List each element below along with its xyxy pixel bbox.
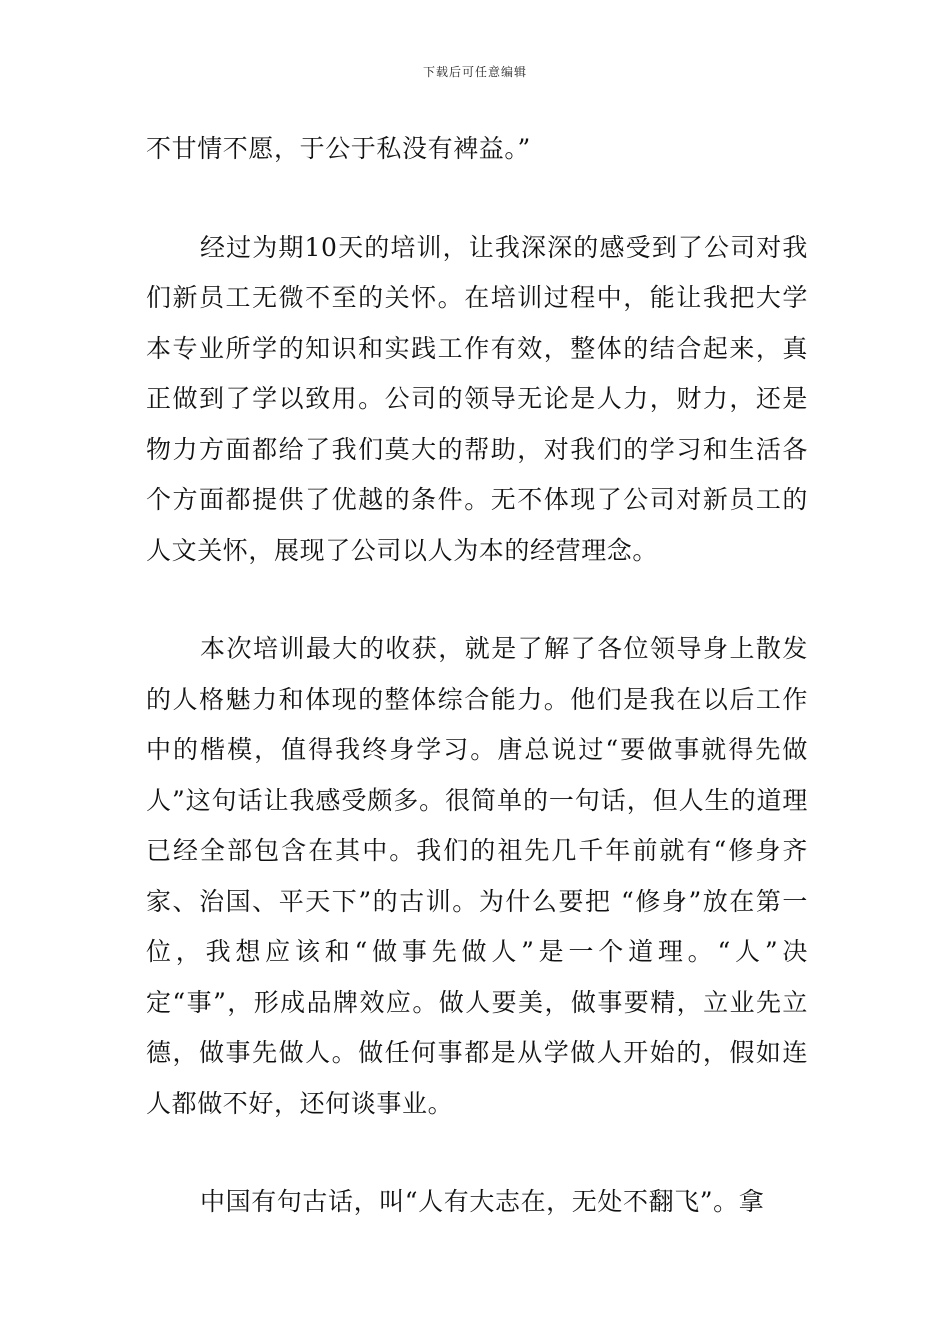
page-header: 下载后可任意编辑 [422, 65, 527, 79]
paragraph-proverb: 中国有句古话，叫“人有大志在，无处不翻飞”。拿 [200, 1187, 765, 1216]
paragraph-spacer [146, 1129, 808, 1177]
paragraph-training-gain: 本次培训最大的收获，就是了解了各位领导身上散发的人格魅力和体现的整体综合能力。他们是我在以后工作中的楷模，值得我终身学习。唐总说过“要做事就得先做人”这句话让我感受颇多。很简单的一句话，但人生的道理已经全部包含在其中。我们的祖先几千年前就有“修身齐家、治国、平天下”的古训。为什么要把 “修身”放在第一位，我想应该和“做事先做人”是一个道理。“人”决定“事”，形成品牌效应。做人要美，做事要精，立业先立德，做事先做人。做任何事都是从学做人开始的，假如连人都做不好，还何谈事业。 [146, 634, 808, 1118]
document-body [146, 124, 808, 1228]
paragraph-training-experience: 经过为期10天的培训，让我深深的感受到了公司对我们新员工无微不至的关怀。在培训过程中，能让我把大学本专业所学的知识和实践工作有效，整体的结合起来，真正做到了学以致用。公司的领导无论是人力，财力，还是物力方面都给了我们莫大的帮助，对我们的学习和生活各个方面都提供了优越的条件。无不体现了公司对新员工的人文关怀，展现了公司以人为本的经营理念。 [146, 232, 808, 565]
paragraph-spacer [146, 175, 808, 223]
paragraph-spacer [146, 576, 808, 624]
paragraph-continuation: 不甘情不愿，于公于私没有裨益。” [146, 134, 531, 163]
